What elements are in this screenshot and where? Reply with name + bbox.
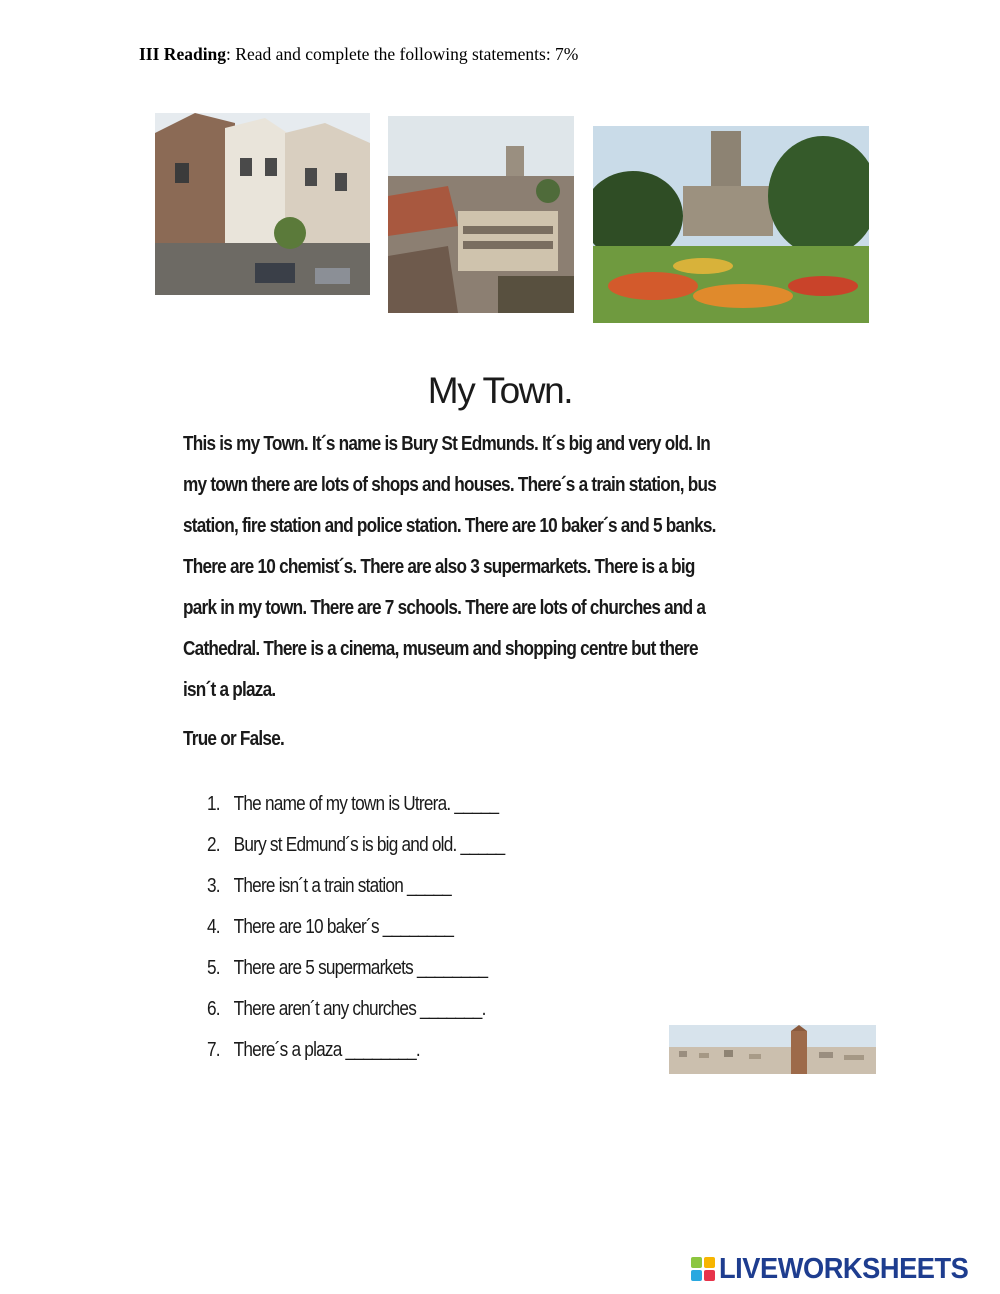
page-title: My Town. bbox=[427, 369, 573, 411]
question-item[interactable] bbox=[207, 1030, 504, 1071]
question-text: There´s a plaza ________. bbox=[233, 1039, 420, 1061]
question-number: 6. bbox=[207, 998, 220, 1020]
question-number: 7. bbox=[207, 1039, 220, 1061]
question-item[interactable] bbox=[207, 907, 504, 948]
reading-passage bbox=[183, 424, 733, 711]
passage-line: station, fire station and police station. There are 10 baker´s and 5 banks. bbox=[183, 515, 716, 537]
question-item[interactable] bbox=[207, 866, 504, 907]
question-number: 2. bbox=[207, 834, 220, 856]
question-number: 4. bbox=[207, 916, 220, 938]
question-text: There aren´t any churches _______. bbox=[233, 998, 486, 1020]
liveworksheets-logo-text: LIVEWORKSHEETS bbox=[719, 1252, 969, 1285]
question-number: 5. bbox=[207, 957, 220, 979]
section-instruction: : Read and complete the following statements: 7% bbox=[226, 44, 579, 64]
question-number: 1. bbox=[207, 793, 220, 815]
passage-line: This is my Town. It´s name is Bury St Edmunds. It´s big and very old. In bbox=[183, 433, 710, 455]
cathedral-garden-photo bbox=[593, 126, 869, 323]
passage-line: Cathedral. There is a cinema, museum and shopping centre but there bbox=[183, 638, 698, 660]
liveworksheets-logo bbox=[691, 1254, 984, 1284]
passage-line: There are 10 chemist´s. There are also 3 supermarkets. There is a big bbox=[183, 556, 695, 578]
passage-line: isn´t a plaza. bbox=[183, 679, 276, 701]
street-houses-photo bbox=[155, 113, 370, 295]
town-aerial-photo bbox=[388, 116, 574, 313]
section-header bbox=[139, 44, 578, 65]
liveworksheets-logo-icon bbox=[691, 1257, 715, 1281]
question-item[interactable] bbox=[207, 784, 504, 825]
true-false-heading: True or False. bbox=[183, 728, 285, 750]
question-text: There isn´t a train station _____ bbox=[233, 875, 451, 897]
question-item[interactable] bbox=[207, 989, 504, 1030]
section-label: III Reading bbox=[139, 44, 227, 64]
question-text: There are 10 baker´s ________ bbox=[233, 916, 454, 938]
question-text: Bury st Edmund´s is big and old. _____ bbox=[233, 834, 505, 856]
question-list bbox=[207, 784, 504, 1071]
town-skyline-photo bbox=[669, 1025, 876, 1074]
question-item[interactable] bbox=[207, 948, 504, 989]
question-item[interactable] bbox=[207, 825, 504, 866]
question-number: 3. bbox=[207, 875, 220, 897]
passage-line: park in my town. There are 7 schools. There are lots of churches and a bbox=[183, 597, 706, 619]
question-text: There are 5 supermarkets ________ bbox=[233, 957, 488, 979]
passage-line: my town there are lots of shops and houses. There´s a train station, bus bbox=[183, 474, 717, 496]
question-text: The name of my town is Utrera. _____ bbox=[233, 793, 499, 815]
